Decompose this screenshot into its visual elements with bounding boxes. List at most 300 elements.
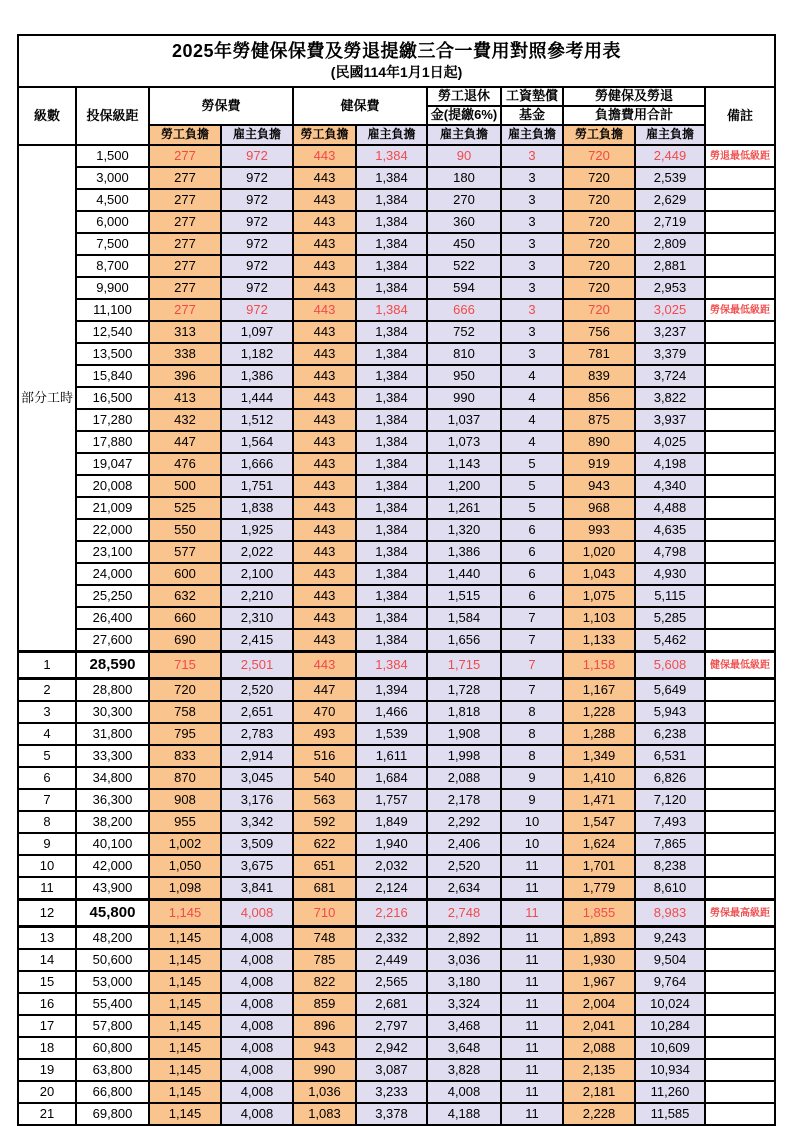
health-employee-cell: 748 (293, 927, 356, 950)
header-labor-insurance: 勞保費 (149, 87, 293, 125)
remark-cell (705, 1081, 775, 1103)
health-employee-cell: 859 (293, 993, 356, 1015)
pension-employer-cell: 1,073 (427, 431, 501, 453)
page-subtitle: (民國114年1月1日起) (330, 63, 463, 80)
total-employer-cell: 4,930 (635, 563, 705, 585)
total-employee-cell: 1,043 (563, 563, 635, 585)
wage-fund-employer-cell: 10 (501, 811, 563, 833)
wage-fund-employer-cell: 6 (501, 519, 563, 541)
level-cell: 1 (18, 652, 76, 679)
pension-employer-cell: 2,634 (427, 877, 501, 900)
health-employer-cell: 1,384 (356, 167, 427, 189)
health-employer-cell: 1,684 (356, 767, 427, 789)
table-row (18, 321, 775, 343)
pension-employer-cell: 3,036 (427, 949, 501, 971)
total-employee-cell: 1,624 (563, 833, 635, 855)
bracket-cell: 33,300 (76, 745, 149, 767)
level-cell: 17 (18, 1015, 76, 1037)
pension-employer-cell: 2,178 (427, 789, 501, 811)
health-employee-cell: 443 (293, 277, 356, 299)
labor-employer-cell: 972 (221, 167, 293, 189)
bracket-cell: 16,500 (76, 387, 149, 409)
wage-fund-employer-cell: 11 (501, 877, 563, 900)
header-row-1 (18, 87, 775, 106)
bracket-cell: 19,047 (76, 453, 149, 475)
health-employer-cell: 1,384 (356, 652, 427, 679)
table-row (18, 652, 775, 679)
header-total-employer: 雇主負擔 (635, 125, 705, 145)
total-employee-cell: 2,228 (563, 1103, 635, 1125)
health-employer-cell: 1,384 (356, 299, 427, 321)
health-employer-cell: 1,384 (356, 497, 427, 519)
health-employee-cell: 1,036 (293, 1081, 356, 1103)
table-row (18, 255, 775, 277)
labor-employer-cell: 2,783 (221, 723, 293, 745)
labor-employer-cell: 4,008 (221, 900, 293, 927)
table-row (18, 475, 775, 497)
total-employer-cell: 5,462 (635, 629, 705, 652)
table-row (18, 927, 775, 950)
pension-employer-cell: 4,008 (427, 1081, 501, 1103)
health-employee-cell: 622 (293, 833, 356, 855)
labor-employer-cell: 1,666 (221, 453, 293, 475)
pension-employer-cell: 2,892 (427, 927, 501, 950)
total-employee-cell: 1,471 (563, 789, 635, 811)
table-row (18, 971, 775, 993)
pension-employer-cell: 1,908 (427, 723, 501, 745)
total-employer-cell: 5,943 (635, 701, 705, 723)
level-cell: 19 (18, 1059, 76, 1081)
labor-employee-cell: 277 (149, 189, 221, 211)
total-employer-cell: 4,798 (635, 541, 705, 563)
total-employee-cell: 720 (563, 145, 635, 167)
remark-cell (705, 255, 775, 277)
remark-cell (705, 1037, 775, 1059)
header-labor-employee: 勞工負擔 (149, 125, 221, 145)
remark-cell (705, 971, 775, 993)
pension-employer-cell: 2,520 (427, 855, 501, 877)
health-employer-cell: 2,332 (356, 927, 427, 950)
table-row (18, 365, 775, 387)
labor-employer-cell: 4,008 (221, 1059, 293, 1081)
total-employee-cell: 1,020 (563, 541, 635, 563)
health-employer-cell: 1,384 (356, 409, 427, 431)
bracket-cell: 27,600 (76, 629, 149, 652)
health-employee-cell: 443 (293, 233, 356, 255)
labor-employee-cell: 1,145 (149, 1103, 221, 1125)
total-employer-cell: 5,608 (635, 652, 705, 679)
table-row (18, 1059, 775, 1081)
labor-employee-cell: 1,050 (149, 855, 221, 877)
total-employer-cell: 6,826 (635, 767, 705, 789)
total-employee-cell: 720 (563, 255, 635, 277)
bracket-cell: 12,540 (76, 321, 149, 343)
health-employee-cell: 447 (293, 679, 356, 702)
level-cell: 20 (18, 1081, 76, 1103)
pension-employer-cell: 990 (427, 387, 501, 409)
total-employer-cell: 7,865 (635, 833, 705, 855)
health-employee-cell: 822 (293, 971, 356, 993)
health-employee-cell: 785 (293, 949, 356, 971)
total-employer-cell: 2,809 (635, 233, 705, 255)
total-employer-cell: 5,115 (635, 585, 705, 607)
labor-employee-cell: 476 (149, 453, 221, 475)
level-cell: 7 (18, 789, 76, 811)
labor-employee-cell: 447 (149, 431, 221, 453)
total-employee-cell: 720 (563, 233, 635, 255)
pension-employer-cell: 522 (427, 255, 501, 277)
labor-employer-cell: 1,512 (221, 409, 293, 431)
labor-employee-cell: 690 (149, 629, 221, 652)
remark-cell (705, 409, 775, 431)
level-cell: 21 (18, 1103, 76, 1125)
pension-employer-cell: 2,088 (427, 767, 501, 789)
labor-employer-cell: 3,675 (221, 855, 293, 877)
total-employer-cell: 8,983 (635, 900, 705, 927)
total-employer-cell: 9,243 (635, 927, 705, 950)
remark-cell (705, 767, 775, 789)
labor-employer-cell: 1,097 (221, 321, 293, 343)
total-employer-cell: 2,539 (635, 167, 705, 189)
health-employer-cell: 1,384 (356, 431, 427, 453)
pension-employer-cell: 90 (427, 145, 501, 167)
header-bracket: 投保級距 (76, 87, 149, 145)
table-row (18, 189, 775, 211)
labor-employee-cell: 277 (149, 167, 221, 189)
health-employer-cell: 1,539 (356, 723, 427, 745)
health-employee-cell: 443 (293, 519, 356, 541)
bracket-cell: 63,800 (76, 1059, 149, 1081)
total-employer-cell: 7,120 (635, 789, 705, 811)
health-employer-cell: 1,384 (356, 475, 427, 497)
health-employer-cell: 2,942 (356, 1037, 427, 1059)
labor-employee-cell: 277 (149, 145, 221, 167)
level-cell: 14 (18, 949, 76, 971)
bracket-cell: 42,000 (76, 855, 149, 877)
bracket-cell: 3,000 (76, 167, 149, 189)
bracket-cell: 69,800 (76, 1103, 149, 1125)
labor-employer-cell: 3,342 (221, 811, 293, 833)
wage-fund-employer-cell: 9 (501, 767, 563, 789)
level-cell: 6 (18, 767, 76, 789)
bracket-cell: 38,200 (76, 811, 149, 833)
wage-fund-employer-cell: 4 (501, 365, 563, 387)
health-employee-cell: 943 (293, 1037, 356, 1059)
header-total-employee: 勞工負擔 (563, 125, 635, 145)
total-employer-cell: 8,238 (635, 855, 705, 877)
total-employer-cell: 2,629 (635, 189, 705, 211)
health-employer-cell: 1,394 (356, 679, 427, 702)
health-employer-cell: 2,449 (356, 949, 427, 971)
wage-fund-employer-cell: 5 (501, 497, 563, 519)
remark-cell (705, 927, 775, 950)
header-pension-employer: 雇主負擔 (427, 125, 501, 145)
total-employer-cell: 3,025 (635, 299, 705, 321)
bracket-cell: 40,100 (76, 833, 149, 855)
health-employer-cell: 1,384 (356, 607, 427, 629)
health-employee-cell: 443 (293, 145, 356, 167)
remark-cell (705, 993, 775, 1015)
total-employer-cell: 2,881 (635, 255, 705, 277)
health-employee-cell: 470 (293, 701, 356, 723)
wage-fund-employer-cell: 11 (501, 927, 563, 950)
remark-cell (705, 1015, 775, 1037)
wage-fund-employer-cell: 3 (501, 321, 563, 343)
labor-employee-cell: 1,145 (149, 949, 221, 971)
header-labor-employer: 雇主負擔 (221, 125, 293, 145)
labor-employee-cell: 1,098 (149, 877, 221, 900)
table-row (18, 497, 775, 519)
total-employer-cell: 6,531 (635, 745, 705, 767)
health-employee-cell: 443 (293, 431, 356, 453)
table-row (18, 701, 775, 723)
labor-employer-cell: 4,008 (221, 1081, 293, 1103)
total-employer-cell: 4,025 (635, 431, 705, 453)
level-cell: 8 (18, 811, 76, 833)
remark-cell (705, 233, 775, 255)
table-row (18, 387, 775, 409)
health-employer-cell: 1,384 (356, 387, 427, 409)
labor-employer-cell: 1,564 (221, 431, 293, 453)
total-employee-cell: 2,041 (563, 1015, 635, 1037)
pension-employer-cell: 950 (427, 365, 501, 387)
labor-employer-cell: 2,914 (221, 745, 293, 767)
level-cell: 3 (18, 701, 76, 723)
labor-employer-cell: 972 (221, 145, 293, 167)
labor-employer-cell: 4,008 (221, 949, 293, 971)
total-employee-cell: 1,103 (563, 607, 635, 629)
pension-employer-cell: 1,715 (427, 652, 501, 679)
bracket-cell: 8,700 (76, 255, 149, 277)
labor-employee-cell: 277 (149, 299, 221, 321)
labor-employee-cell: 1,145 (149, 900, 221, 927)
total-employer-cell: 5,649 (635, 679, 705, 702)
health-employer-cell: 2,032 (356, 855, 427, 877)
wage-fund-employer-cell: 7 (501, 679, 563, 702)
remark-cell (705, 453, 775, 475)
pension-employer-cell: 4,188 (427, 1103, 501, 1125)
header-wage-fund-line1: 工資墊償 (501, 87, 563, 106)
title-cell (18, 35, 775, 87)
total-employer-cell: 3,237 (635, 321, 705, 343)
total-employee-cell: 1,167 (563, 679, 635, 702)
wage-fund-employer-cell: 6 (501, 563, 563, 585)
wage-fund-employer-cell: 11 (501, 993, 563, 1015)
labor-employer-cell: 4,008 (221, 971, 293, 993)
total-employer-cell: 10,609 (635, 1037, 705, 1059)
total-employee-cell: 839 (563, 365, 635, 387)
level-cell: 4 (18, 723, 76, 745)
labor-employer-cell: 4,008 (221, 1015, 293, 1037)
health-employer-cell: 1,384 (356, 233, 427, 255)
bracket-cell: 66,800 (76, 1081, 149, 1103)
header-total-line1: 勞健保及勞退 (563, 87, 705, 106)
bracket-cell: 53,000 (76, 971, 149, 993)
total-employee-cell: 919 (563, 453, 635, 475)
level-cell: 12 (18, 900, 76, 927)
pension-employer-cell: 1,261 (427, 497, 501, 519)
labor-employee-cell: 1,145 (149, 927, 221, 950)
health-employer-cell: 1,384 (356, 321, 427, 343)
health-employee-cell: 443 (293, 321, 356, 343)
header-pension-line2: 金(提繳6%) (427, 106, 501, 125)
wage-fund-employer-cell: 11 (501, 900, 563, 927)
total-employer-cell: 9,764 (635, 971, 705, 993)
labor-employer-cell: 4,008 (221, 993, 293, 1015)
pension-employer-cell: 3,324 (427, 993, 501, 1015)
labor-employer-cell: 1,182 (221, 343, 293, 365)
pension-employer-cell: 594 (427, 277, 501, 299)
health-employer-cell: 1,384 (356, 343, 427, 365)
health-employee-cell: 710 (293, 900, 356, 927)
table-row (18, 541, 775, 563)
pension-employer-cell: 3,468 (427, 1015, 501, 1037)
labor-employer-cell: 972 (221, 255, 293, 277)
bracket-cell: 30,300 (76, 701, 149, 723)
labor-employee-cell: 795 (149, 723, 221, 745)
health-employee-cell: 493 (293, 723, 356, 745)
total-employee-cell: 1,349 (563, 745, 635, 767)
total-employer-cell: 9,504 (635, 949, 705, 971)
remark-cell (705, 855, 775, 877)
health-employee-cell: 443 (293, 211, 356, 233)
pension-employer-cell: 810 (427, 343, 501, 365)
labor-employer-cell: 1,386 (221, 365, 293, 387)
labor-employee-cell: 313 (149, 321, 221, 343)
remark-cell (705, 723, 775, 745)
wage-fund-employer-cell: 3 (501, 211, 563, 233)
health-employer-cell: 1,384 (356, 453, 427, 475)
wage-fund-employer-cell: 9 (501, 789, 563, 811)
header-total-line2: 負擔費用合計 (563, 106, 705, 125)
total-employer-cell: 3,937 (635, 409, 705, 431)
health-employer-cell: 3,378 (356, 1103, 427, 1125)
wage-fund-employer-cell: 3 (501, 189, 563, 211)
health-employer-cell: 2,124 (356, 877, 427, 900)
table-row (18, 277, 775, 299)
bracket-cell: 17,280 (76, 409, 149, 431)
wage-fund-employer-cell: 11 (501, 1015, 563, 1037)
header-level: 級數 (18, 87, 76, 145)
pension-employer-cell: 2,292 (427, 811, 501, 833)
total-employee-cell: 1,158 (563, 652, 635, 679)
table-row (18, 855, 775, 877)
total-employee-cell: 1,075 (563, 585, 635, 607)
bracket-cell: 6,000 (76, 211, 149, 233)
labor-employer-cell: 3,841 (221, 877, 293, 900)
pension-employer-cell: 2,406 (427, 833, 501, 855)
page-title: 2025年勞健保保費及勞退提繳三合一費用對照參考用表 (172, 40, 622, 61)
health-employee-cell: 443 (293, 629, 356, 652)
wage-fund-employer-cell: 11 (501, 1059, 563, 1081)
labor-employer-cell: 972 (221, 211, 293, 233)
total-employee-cell: 720 (563, 299, 635, 321)
remark-cell (705, 541, 775, 563)
total-employee-cell: 875 (563, 409, 635, 431)
health-employer-cell: 1,611 (356, 745, 427, 767)
wage-fund-employer-cell: 6 (501, 585, 563, 607)
labor-employer-cell: 972 (221, 277, 293, 299)
table-row (18, 993, 775, 1015)
wage-fund-employer-cell: 10 (501, 833, 563, 855)
remark-cell (705, 211, 775, 233)
labor-employee-cell: 277 (149, 211, 221, 233)
total-employee-cell: 720 (563, 211, 635, 233)
remark-cell (705, 519, 775, 541)
remark-cell (705, 1103, 775, 1125)
health-employee-cell: 681 (293, 877, 356, 900)
bracket-cell: 23,100 (76, 541, 149, 563)
table-row (18, 607, 775, 629)
labor-employee-cell: 1,145 (149, 993, 221, 1015)
bracket-cell: 31,800 (76, 723, 149, 745)
premium-table (17, 34, 776, 1126)
bracket-cell: 15,840 (76, 365, 149, 387)
pension-employer-cell: 1,584 (427, 607, 501, 629)
total-employee-cell: 1,410 (563, 767, 635, 789)
remark-cell (705, 877, 775, 900)
remark-cell: 勞保最高級距 (705, 900, 775, 927)
table-row (18, 343, 775, 365)
health-employer-cell: 1,384 (356, 277, 427, 299)
table-row (18, 877, 775, 900)
health-employee-cell: 443 (293, 343, 356, 365)
total-employee-cell: 1,133 (563, 629, 635, 652)
labor-employer-cell: 972 (221, 299, 293, 321)
health-employer-cell: 1,940 (356, 833, 427, 855)
bracket-cell: 24,000 (76, 563, 149, 585)
total-employer-cell: 4,198 (635, 453, 705, 475)
wage-fund-employer-cell: 3 (501, 343, 563, 365)
bracket-cell: 25,250 (76, 585, 149, 607)
total-employee-cell: 720 (563, 277, 635, 299)
health-employee-cell: 1,083 (293, 1103, 356, 1125)
total-employee-cell: 2,004 (563, 993, 635, 1015)
total-employer-cell: 4,340 (635, 475, 705, 497)
table-row (18, 299, 775, 321)
remark-cell (705, 949, 775, 971)
health-employer-cell: 1,384 (356, 145, 427, 167)
labor-employee-cell: 1,145 (149, 1081, 221, 1103)
labor-employer-cell: 1,751 (221, 475, 293, 497)
health-employee-cell: 443 (293, 585, 356, 607)
health-employer-cell: 1,384 (356, 189, 427, 211)
wage-fund-employer-cell: 11 (501, 949, 563, 971)
labor-employer-cell: 3,176 (221, 789, 293, 811)
remark-cell (705, 475, 775, 497)
health-employee-cell: 443 (293, 563, 356, 585)
wage-fund-employer-cell: 3 (501, 145, 563, 167)
remark-cell (705, 277, 775, 299)
wage-fund-employer-cell: 8 (501, 745, 563, 767)
level-cell: 11 (18, 877, 76, 900)
bracket-cell: 1,500 (76, 145, 149, 167)
bracket-cell: 36,300 (76, 789, 149, 811)
pension-employer-cell: 1,998 (427, 745, 501, 767)
header-health-insurance: 健保費 (293, 87, 427, 125)
health-employer-cell: 3,087 (356, 1059, 427, 1081)
total-employer-cell: 10,934 (635, 1059, 705, 1081)
table-row (18, 629, 775, 652)
total-employer-cell: 8,610 (635, 877, 705, 900)
bracket-cell: 43,900 (76, 877, 149, 900)
wage-fund-employer-cell: 3 (501, 233, 563, 255)
health-employer-cell: 1,849 (356, 811, 427, 833)
wage-fund-employer-cell: 4 (501, 409, 563, 431)
total-employer-cell: 2,719 (635, 211, 705, 233)
health-employer-cell: 1,384 (356, 255, 427, 277)
level-cell: 15 (18, 971, 76, 993)
